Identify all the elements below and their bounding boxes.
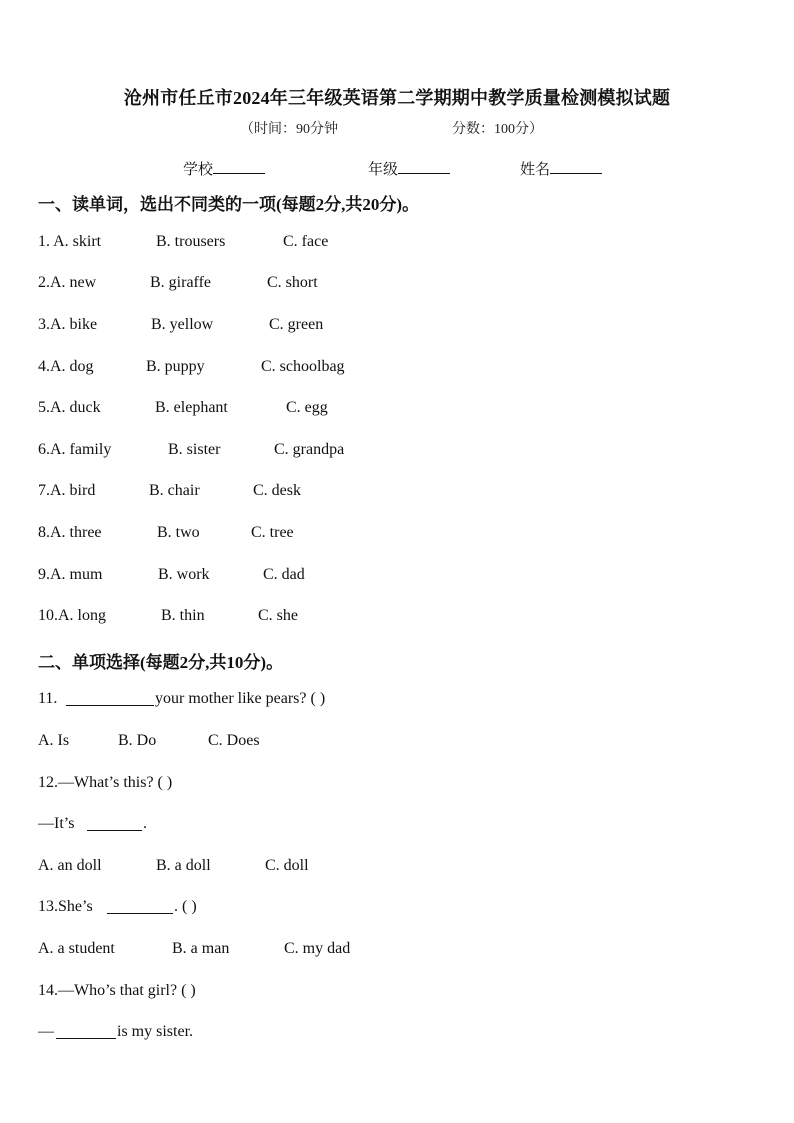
q8-option-b: B. two <box>157 524 200 541</box>
q4-option-c: C. schoolbag <box>261 358 345 375</box>
q7-option-b: B. chair <box>149 482 200 499</box>
q9-option-a: 9.A. mum <box>38 566 103 583</box>
q6-option-a: 6.A. family <box>38 441 112 458</box>
q11-blank[interactable] <box>66 690 154 706</box>
q10-option-a: 10.A. long <box>38 607 106 624</box>
q14-answer-prefix: — <box>38 1023 54 1040</box>
q1-option-a: 1. A. skirt <box>38 233 102 250</box>
q8-option-c: C. tree <box>251 524 294 541</box>
q13-option-a: A. a student <box>38 940 115 957</box>
q6-option-b: B. sister <box>168 441 221 458</box>
q14-blank[interactable] <box>56 1023 116 1039</box>
q2-option-b: B. giraffe <box>150 274 212 291</box>
exam-score: 分数：100分） <box>452 122 543 137</box>
grade-blank[interactable] <box>398 159 450 174</box>
exam-time: （时间：90分钟 <box>240 122 338 137</box>
q11-option-b: B. Do <box>118 732 157 749</box>
q14-stem: 14.—Who’s that girl? ( ) <box>38 982 196 999</box>
q5-option-a: 5.A. duck <box>38 399 101 416</box>
q6-option-c: C. grandpa <box>274 441 345 458</box>
q14-answer-suffix: is my sister. <box>117 1023 194 1040</box>
q2-option-a: 2.A. new <box>38 274 97 291</box>
q12-blank[interactable] <box>87 815 142 831</box>
q3-option-c: C. green <box>269 316 324 333</box>
q4-option-a: 4.A. dog <box>38 358 94 375</box>
q9-option-c: C. dad <box>263 566 305 583</box>
grade-field <box>368 158 450 179</box>
school-field <box>183 158 265 179</box>
grade-label: 年级 <box>368 162 399 178</box>
q5-option-b: B. elephant <box>155 399 228 416</box>
q11-option-c: C. Does <box>208 732 260 749</box>
name-blank[interactable] <box>550 159 602 174</box>
q3-option-a: 3.A. bike <box>38 316 98 333</box>
q13-blank[interactable] <box>107 898 173 914</box>
q8-option-a: 8.A. three <box>38 524 102 541</box>
q13-option-b: B. a man <box>172 940 230 957</box>
q7-option-c: C. desk <box>253 482 301 499</box>
q11-number: 11. <box>38 690 58 707</box>
q12-option-c: C. doll <box>265 857 309 874</box>
section-1-heading: 一、读单词，选出不同类的一项(每题2分,共20分)。 <box>38 195 420 214</box>
q4-option-b: B. puppy <box>146 358 205 375</box>
school-blank[interactable] <box>213 159 265 174</box>
q10-option-b: B. thin <box>161 607 205 624</box>
q9-option-b: B. work <box>158 566 210 583</box>
q3-option-b: B. yellow <box>151 316 214 333</box>
q11-option-a: A. Is <box>38 732 70 749</box>
q11-stem: your mother like pears? ( ) <box>155 690 326 707</box>
q13-option-c: C. my dad <box>284 940 351 957</box>
q10-option-c: C. she <box>258 607 298 624</box>
section-2-heading: 二、单项选择(每题2分,共10分)。 <box>38 653 284 672</box>
q12-answer-prefix: —It’s <box>38 815 75 832</box>
q2-option-c: C. short <box>267 274 318 291</box>
name-label: 姓名 <box>520 162 551 178</box>
q12-option-a: A. an doll <box>38 857 102 874</box>
q7-option-a: 7.A. bird <box>38 482 96 499</box>
q13-stem: 13.She’s <box>38 898 93 915</box>
q1-option-b: B. trousers <box>156 233 226 250</box>
q12-stem: 12.—What’s this? ( ) <box>38 774 173 791</box>
exam-title: 沧州市任丘市2024年三年级英语第二学期期中教学质量检测模拟试题 <box>123 88 671 108</box>
name-field <box>520 158 602 179</box>
q12-answer-suffix: . <box>143 815 147 832</box>
q5-option-c: C. egg <box>286 399 328 416</box>
school-label: 学校 <box>183 162 214 178</box>
q12-option-b: B. a doll <box>156 857 211 874</box>
q13-stem-end: . ( ) <box>174 898 197 915</box>
q1-option-c: C. face <box>283 233 329 250</box>
